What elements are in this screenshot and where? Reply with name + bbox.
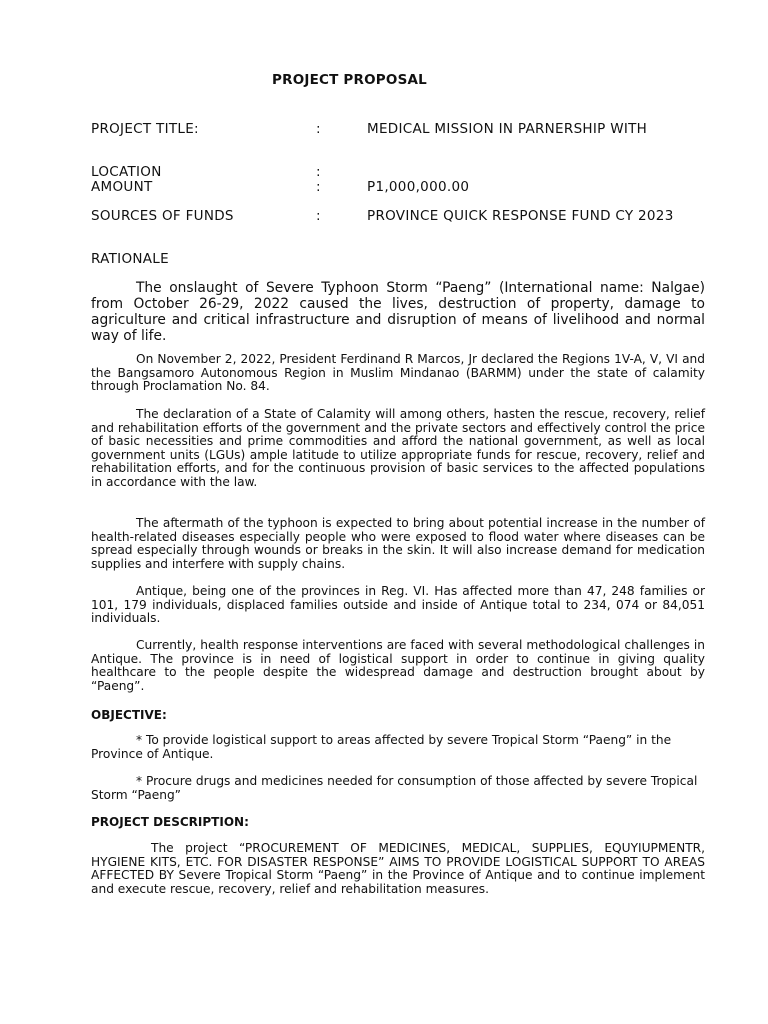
objective-item: * To provide logistical support to areas affected by severe Tropical Storm “Paeng” in the Province of Antique. — [91, 733, 672, 761]
rationale-paragraph: The onslaught of Severe Typhoon Storm “Paeng” (International name: Nalgae) from October 26-29, 2022 caused the lives, destruction of property, damage to agriculture and critical infrastructure and disruption of means of livelihood and normal way of life. — [91, 280, 705, 344]
document-heading: PROJECT PROPOSAL — [272, 72, 427, 88]
project-title-colon: : — [316, 121, 321, 137]
rationale-paragraph: On November 2, 2022, President Ferdinand R Marcos, Jr declared the Regions 1V-A, V, VI and the Bangsamoro Autonomous Region in Muslim Mindanao (BARMM) under the state of calamity through Proclamation No. 84. — [91, 352, 705, 393]
amount-label: AMOUNT — [91, 179, 153, 195]
sources-of-funds-colon: : — [316, 208, 321, 224]
location-label: LOCATION — [91, 164, 162, 180]
project-title-value: MEDICAL MISSION IN PARNERSHIP WITH — [367, 121, 648, 137]
project-title-label: PROJECT TITLE: — [91, 121, 199, 137]
objective-item: * Procure drugs and medicines needed for consumption of those affected by severe Tropical Storm “Paeng” — [91, 774, 698, 802]
rationale-paragraph: The declaration of a State of Calamity will among others, hasten the rescue, recovery, relief and rehabilitation efforts of the government and the private sectors and effectively control the price of basic necessities and prime commodities and afford the national government, as well as local government units (LGUs) ample latitude to utilize appropriate funds for rescue, recovery, relief and rehabilitation efforts, and for the continuous provision of basic services to the affected populations in accordance with the law. — [91, 407, 705, 489]
objective-heading: OBJECTIVE: — [91, 708, 167, 722]
location-colon: : — [316, 164, 321, 180]
rationale-heading: RATIONALE — [91, 251, 169, 267]
rationale-paragraph: Currently, health response interventions are faced with several methodological challenges in Antique. The province is in need of logistical support in order to continue in giving quality healthcare to the people despite the widespread damage and destruction brought about by “Paeng”. — [91, 638, 705, 693]
rationale-paragraph: Antique, being one of the provinces in Reg. VI. Has affected more than 47, 248 families or 101, 179 individuals, displaced families outside and inside of Antique total to 234, 074 or 84,051 individuals. — [91, 584, 705, 625]
amount-colon: : — [316, 179, 321, 195]
sources-of-funds-label: SOURCES OF FUNDS — [91, 208, 234, 224]
project-description-paragraph: The project “PROCUREMENT OF MEDICINES, MEDICAL, SUPPLIES, EQUYIUPMENTR, HYGIENE KITS, ETC. FOR DISASTER RESPONSE” AIMS TO PROVIDE LOGISTICAL SUPPORT TO AREAS AFFECTED BY Severe Tropical Storm “Paeng” in the Province of Antique and to continue implement and execute rescue, recovery, relief and rehabilitation measures. — [91, 841, 705, 896]
sources-of-funds-value: PROVINCE QUICK RESPONSE FUND CY 2023 — [367, 208, 674, 224]
rationale-paragraph: The aftermath of the typhoon is expected to bring about potential increase in the number of health-related diseases especially people who were exposed to flood water where diseases can be spread especially through wounds or breaks in the skin. It will also increase demand for medication supplies and interfere with supply chains. — [91, 516, 705, 571]
project-description-heading: PROJECT DESCRIPTION: — [91, 815, 249, 829]
amount-value: P1,000,000.00 — [367, 179, 470, 195]
